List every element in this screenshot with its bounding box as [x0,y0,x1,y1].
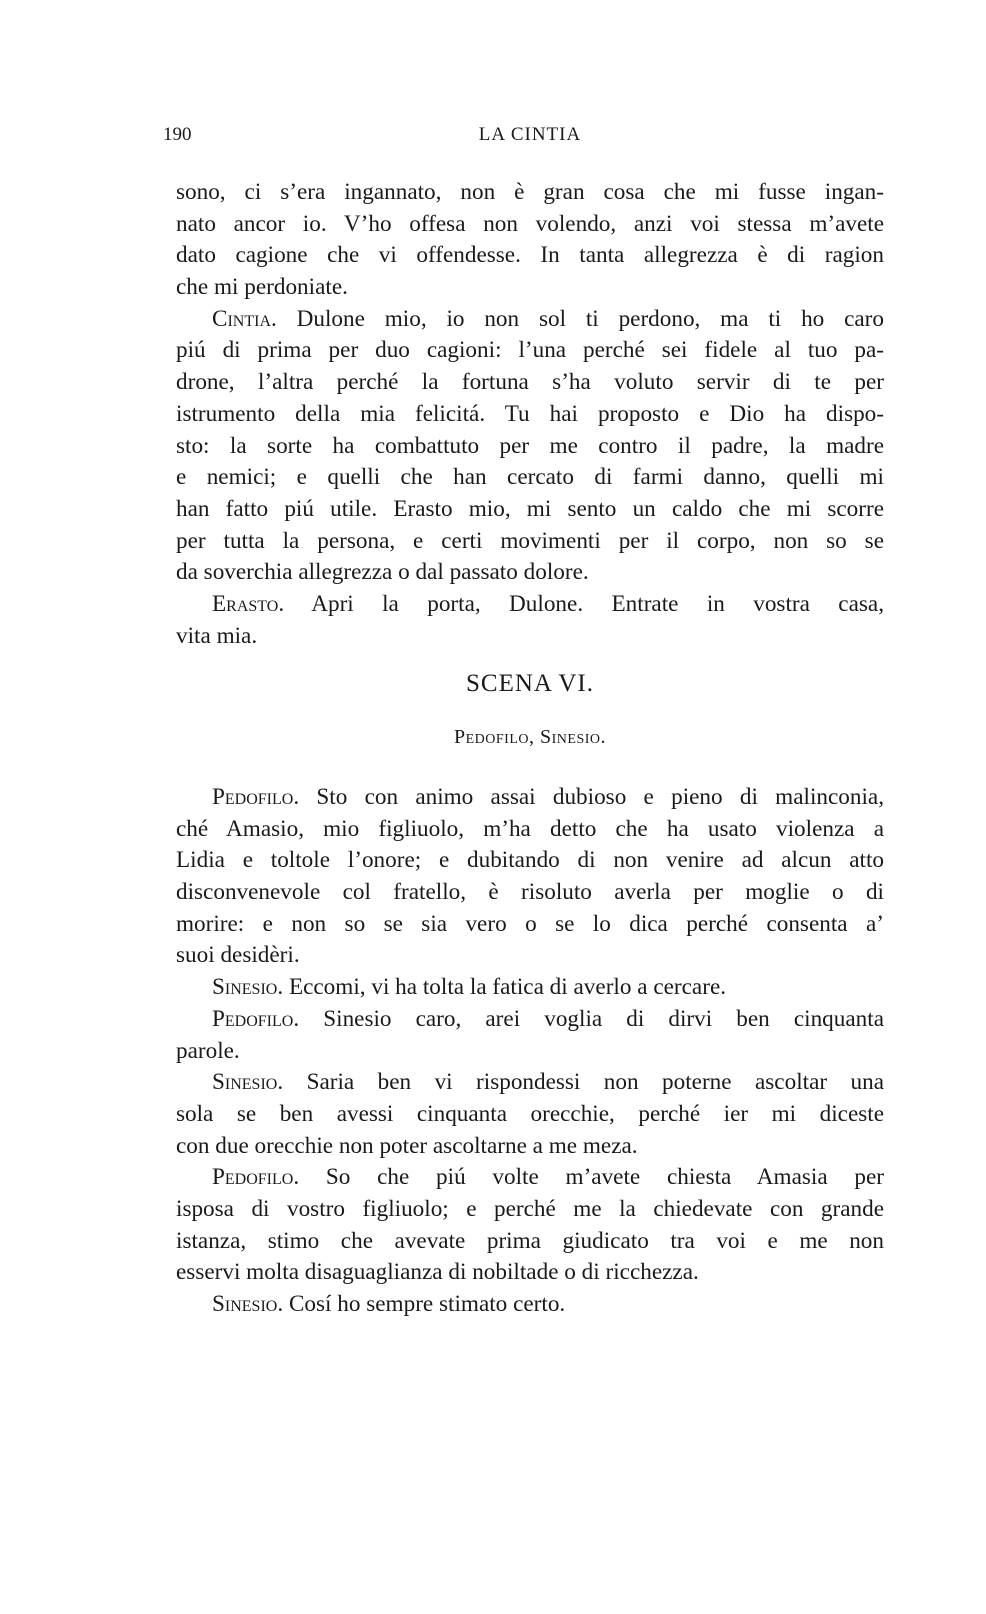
text-line [176,494,884,526]
text-line [176,431,884,463]
speaker-name: Erasto. [212,590,285,617]
line-text: han fatto piú utile. Erasto mio, mi sento un caldo che mi scorre [176,495,884,522]
speaker-name: Pedofilo. [212,1164,300,1191]
line-text: ché Amasio, mio figliuolo, m’ha detto che ha usato violenza a [176,815,884,842]
line-text: Eccomi, vi ha tolta la fatica di averlo a cercare. [283,974,727,1001]
line-text: per tutta la persona, e certi movimenti per il corpo, non so se [176,527,884,554]
text-line [176,1131,884,1163]
line-text: esservi molta disaguaglianza di nobiltade o di ricchezza. [176,1259,699,1286]
text-line [176,1162,884,1194]
line-text: parole. [176,1037,240,1064]
text-line [176,1257,884,1289]
line-text: Dulone mio, io non sol ti perdono, ma ti ho caro [276,305,884,332]
line-text: morire: e non so se sia vero o se lo dica perché consenta a’ [176,910,884,937]
text-line [176,940,884,972]
text-line [176,304,884,336]
text-line [176,526,884,558]
text-line [176,1036,884,1068]
text-line [176,1289,884,1321]
scene-heading: SCENA VI. [465,670,594,697]
line-text: e nemici; e quelli che han cercato di farmi danno, quelli mi [176,464,884,491]
text-line [176,399,884,431]
line-text: Sto con animo assai dubioso e pieno di malinconia, [299,784,884,810]
text-line [176,557,884,589]
line-text: Cosí ho sempre stimato certo. [283,1291,566,1317]
line-text: vita mia. [176,622,258,649]
text-line [176,240,884,272]
line-text: con due orecchie non poter ascoltarne a me meza. [176,1132,638,1159]
text-block-scene-end [176,177,884,652]
speaker-name: Sinesio. [212,974,284,1001]
line-text: sola se ben avessi cinquanta orecchie, perché ier mi diceste [176,1100,884,1127]
text-line [176,1067,884,1099]
text-line [176,1194,884,1226]
line-text: isposa di vostro figliuolo; e perché me la chiedevate con grande [176,1195,884,1222]
text-line [176,1099,884,1131]
text-line [176,177,884,209]
text-line [176,877,884,909]
text-line [176,272,884,304]
text-line [176,209,884,241]
line-text: Saria ben vi rispondessi non poterne ascoltar una [283,1069,884,1096]
line-text: istanza, stimo che avevate prima giudicato tra voi e me non [176,1227,884,1254]
text-line [176,845,884,877]
line-text: sto: la sorte ha combattuto per me contro il padre, la madre [176,432,884,459]
scene-cast: Pedofilo, Sinesio. [453,726,606,748]
text-line [176,462,884,494]
line-text: So che piú volte m’avete chiesta Amasia per [299,1164,884,1191]
line-text: piú di prima per duo cagioni: l’una perché sei fidele al tuo pa- [176,337,884,364]
line-text: Lidia e toltole l’onore; e dubitando di non venire ad alcun atto [176,847,884,874]
text-line [176,589,884,621]
text-line [176,972,884,1004]
text-line [176,814,884,846]
text-line [176,909,884,941]
line-text: da soverchia allegrezza o dal passato dolore. [176,559,589,586]
line-text: che mi perdoniate. [176,274,348,301]
line-text: Apri la porta, Dulone. Entrate in vostra casa, [284,590,884,617]
line-text: sono, ci s’era ingannato, non è gran cosa che mi fusse ingan- [176,179,884,205]
text-line [176,782,884,814]
running-title: LA CINTIA [478,124,582,145]
line-text: nato ancor io. V’ho offesa non volendo, anzi voi stessa m’avete [176,210,884,237]
speaker-name: Cintia. [212,305,277,332]
speaker-name: Sinesio. [212,1291,284,1317]
text-line [176,367,884,399]
text-block-scene-vi [176,782,884,1321]
text-line [176,1004,884,1036]
speaker-name: Pedofilo. [212,1005,300,1032]
line-text: istrumento della mia felicitá. Tu hai proposto e Dio ha dispo- [176,400,884,427]
line-text: Sinesio caro, arei voglia di dirvi ben cinquanta [299,1005,884,1032]
line-text: suoi desidèri. [176,942,300,969]
speaker-name: Sinesio. [212,1069,284,1096]
line-text: disconvenevole col fratello, è risoluto averla per moglie o di [176,879,884,906]
page-number: 190 [163,124,192,145]
line-text: dato cagione che vi offendesse. In tanta allegrezza è di ragion [176,242,884,269]
text-line [176,621,884,653]
line-text: drone, l’altra perché la fortuna s’ha voluto servir di te per [176,369,884,396]
text-line [176,1226,884,1258]
text-line [176,335,884,367]
speaker-name: Pedofilo. [212,784,300,810]
